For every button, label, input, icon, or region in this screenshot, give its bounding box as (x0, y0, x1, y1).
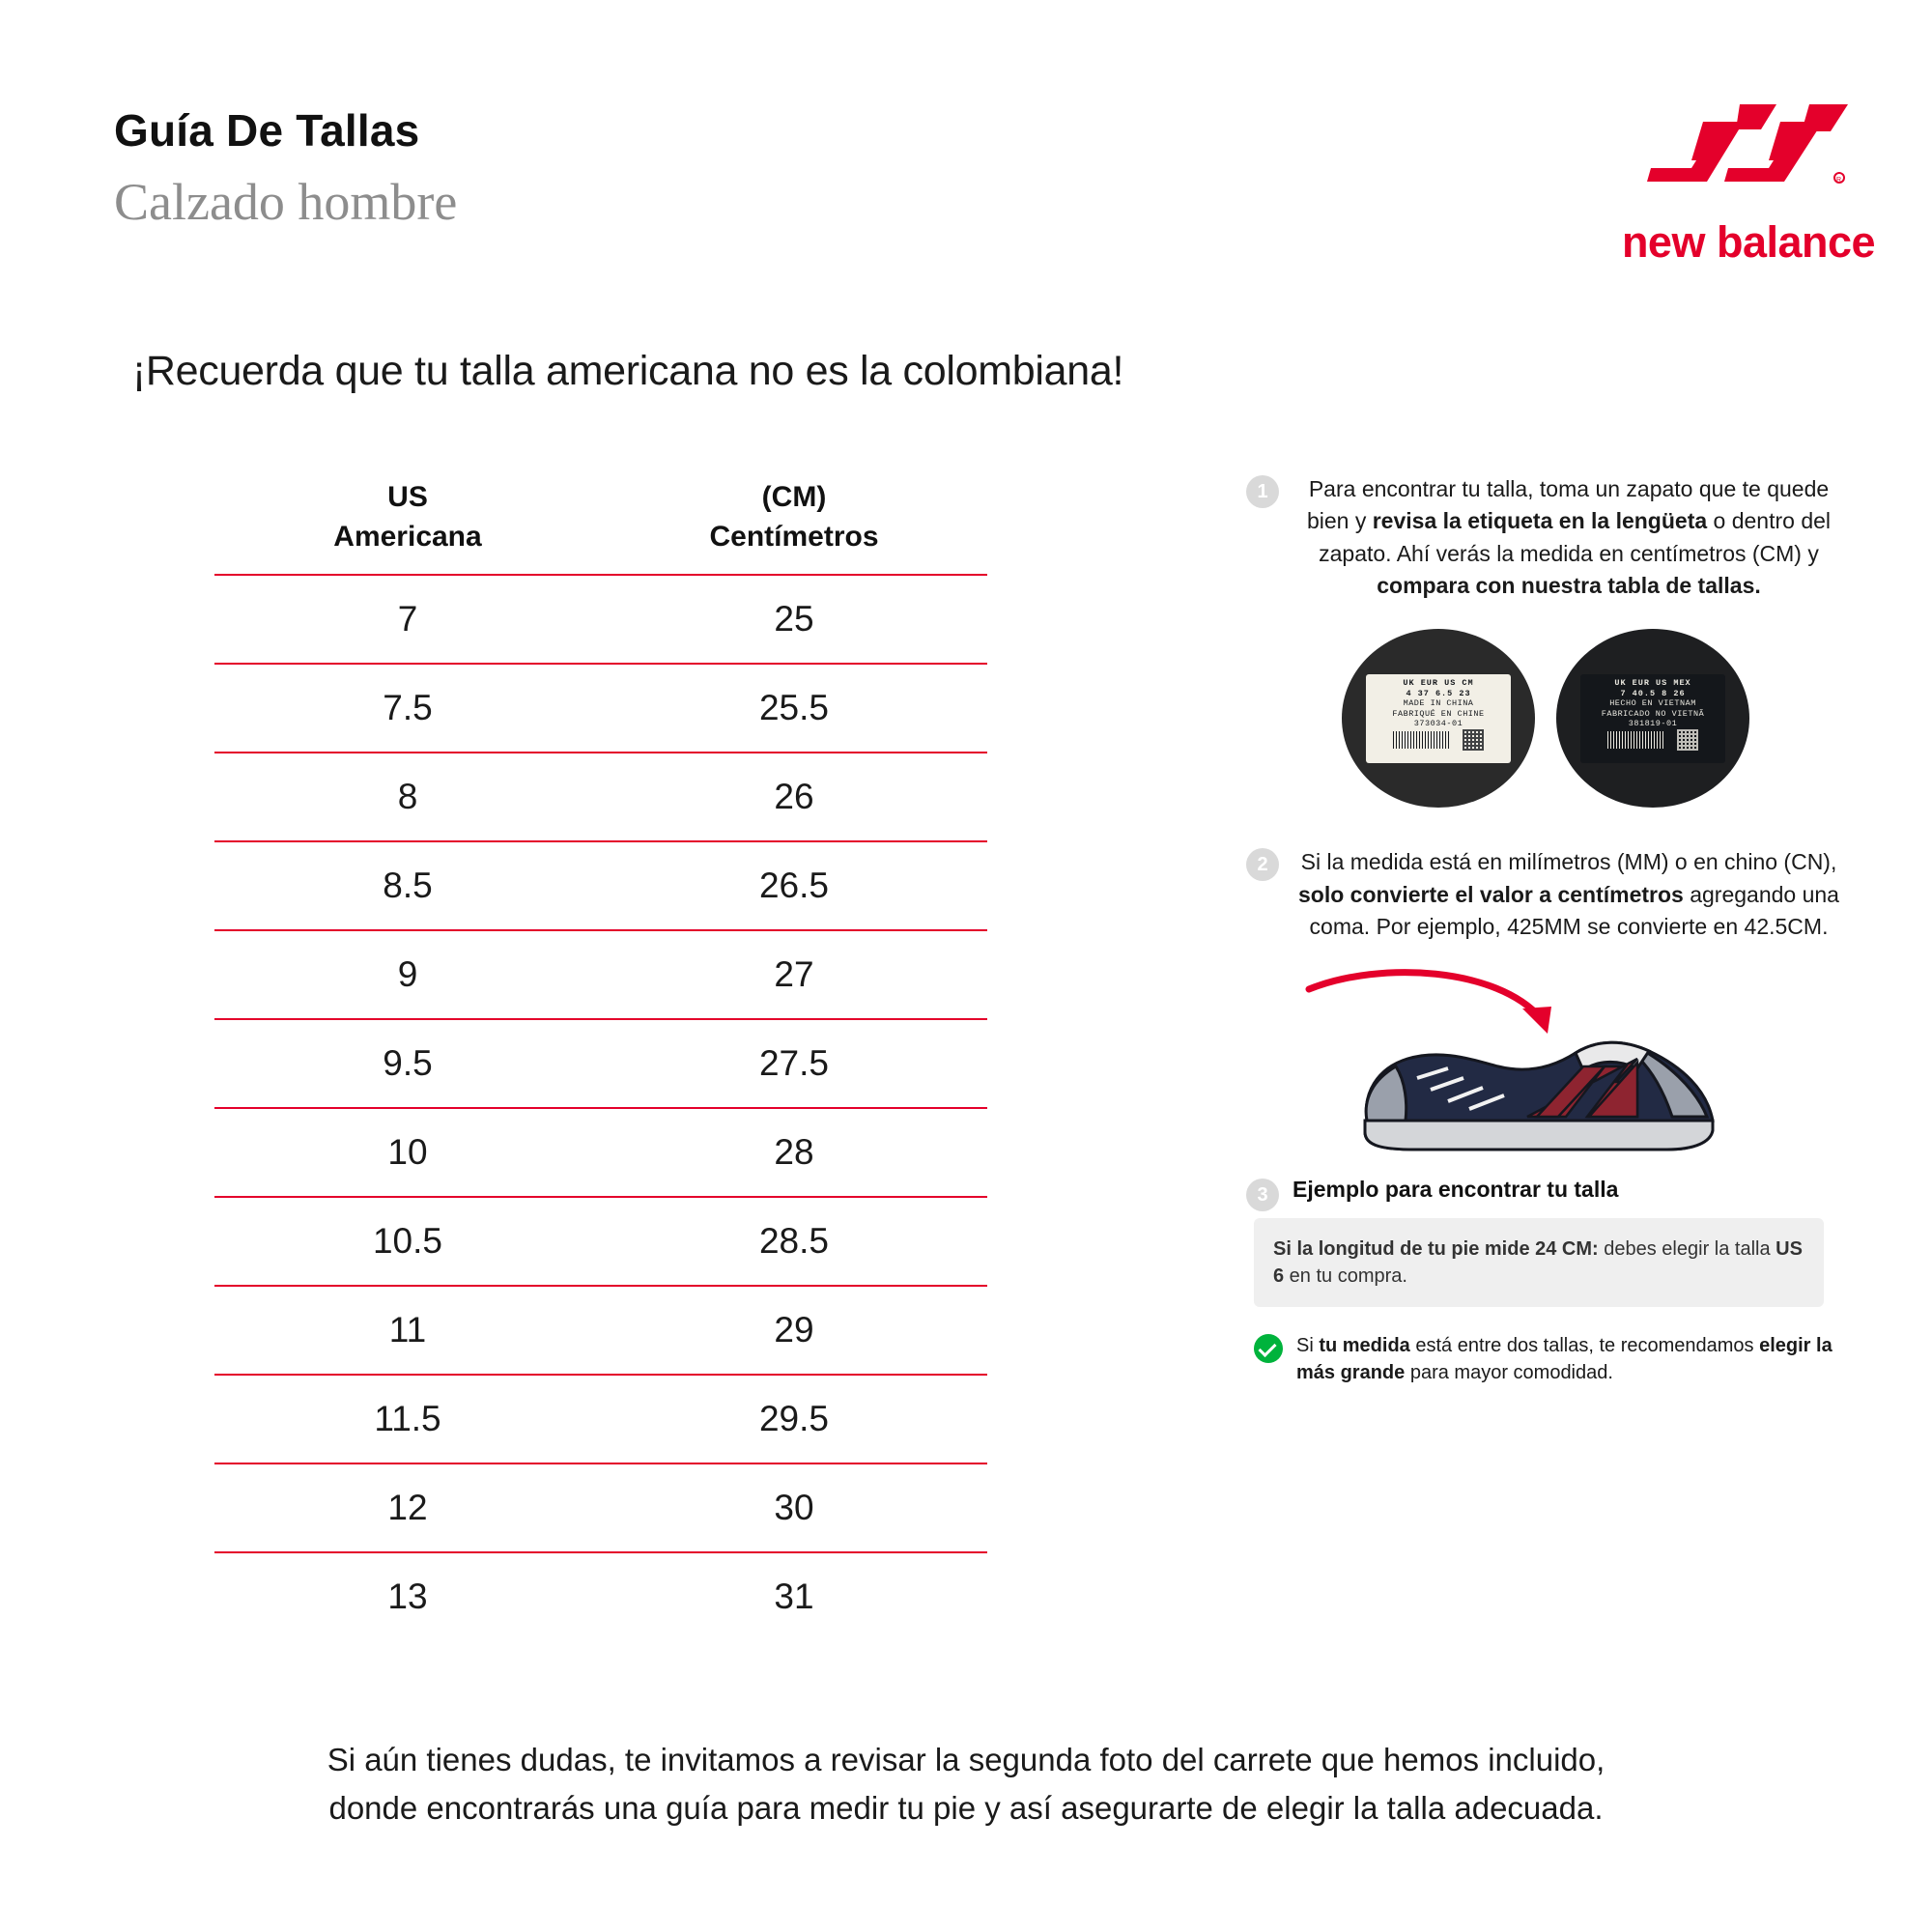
column-header-us-line1: US (387, 481, 428, 513)
label-left-line3: MADE IN CHINA (1403, 698, 1474, 709)
example-bold1: Si la longitud de tu pie mide 24 CM: (1273, 1238, 1599, 1261)
step-2-text-part1: Si la medida está en milímetros (MM) o en chino (CN), (1300, 849, 1837, 875)
qr-code-icon (1463, 729, 1484, 751)
cell-cm: 30 (601, 1463, 987, 1552)
label-left-headers: UK EUR US CM (1403, 677, 1474, 688)
svg-text:R: R (1836, 177, 1842, 184)
tip-row (1254, 1332, 1833, 1386)
instructions-column (1246, 473, 1845, 1386)
table-row (214, 1197, 987, 1286)
new-balance-nb-icon (1647, 104, 1850, 209)
column-header-cm (601, 478, 987, 575)
size-table (214, 478, 987, 1640)
column-header-cm-line1: (CM) (761, 481, 827, 513)
cell-cm: 26 (601, 753, 987, 841)
tip-bold1: tu medida (1319, 1335, 1410, 1357)
footer-line-2: donde encontrarás una guía para medir tu pie y así asegurarte de elegir la talla adecuada. (328, 1789, 1604, 1826)
label-left-code: 373034-01 (1413, 719, 1463, 729)
table-row (214, 575, 987, 664)
tip-text1: Si (1296, 1335, 1320, 1357)
step-1-bold2: compara con nuestra tabla de tallas. (1377, 573, 1761, 599)
shoe-label-photo-left (1342, 629, 1535, 808)
cell-us: 10.5 (214, 1197, 601, 1286)
step-3 (1246, 1177, 1845, 1207)
shoe-label-photos (1246, 629, 1845, 808)
example-bold2: US 6 (1273, 1238, 1803, 1288)
cell-cm: 25.5 (601, 664, 987, 753)
headline-text: ¡Recuerda que tu talla americana no es la colombiana! (131, 348, 1124, 394)
step-2 (1246, 846, 1845, 943)
step-3-title: Ejemplo para encontrar tu talla (1293, 1177, 1619, 1203)
table-row (214, 1286, 987, 1375)
table-row (214, 1552, 987, 1640)
table-row (214, 1463, 987, 1552)
shoe-label-tag-left (1366, 674, 1511, 763)
step-1 (1246, 473, 1845, 602)
cell-cm: 25 (601, 575, 987, 664)
cell-cm: 28.5 (601, 1197, 987, 1286)
tip-text3: para mayor comodidad. (1405, 1362, 1613, 1384)
step-2-bold1: solo convierte el valor a centímetros (1298, 881, 1684, 907)
label-right-line3: HECHO EN VIETNAM (1609, 698, 1696, 709)
label-right-code: 381819-01 (1628, 719, 1678, 729)
step-1-number: 1 (1246, 475, 1279, 508)
page-title: Guía De Tallas (114, 105, 420, 156)
tip-text (1296, 1332, 1833, 1386)
table-header-row (214, 478, 987, 575)
cell-cm: 27 (601, 930, 987, 1019)
shoe-label-tag-right (1580, 674, 1725, 763)
cell-us: 9 (214, 930, 601, 1019)
column-header-us (214, 478, 601, 575)
page-header (114, 106, 1818, 280)
table-row (214, 841, 987, 930)
footer-note (126, 1736, 1806, 1832)
page-subtitle: Calzado hombre (114, 172, 458, 231)
step-1-bold1: revisa la etiqueta en la lengüeta (1372, 508, 1708, 534)
cell-cm: 27.5 (601, 1019, 987, 1108)
barcode-icon (1607, 731, 1665, 749)
column-header-cm-line2: Centímetros (709, 520, 879, 553)
step-2-number: 2 (1246, 848, 1279, 881)
step-1-text-part1: Para encontrar tu talla, toma un zapato que te quede bien y (1306, 476, 1830, 534)
step-2-text (1293, 846, 1845, 943)
cell-us: 7.5 (214, 664, 601, 753)
label-right-small (1585, 729, 1720, 751)
tip-text2: está entre dos tallas, te recomendamos (1409, 1335, 1760, 1357)
column-header-us-line2: Americana (333, 520, 482, 553)
qr-code-icon (1677, 729, 1698, 751)
label-right-line4: FABRICADO NO VIETNÃ (1601, 708, 1705, 719)
brand-logo (1565, 104, 1932, 267)
table-row (214, 753, 987, 841)
label-left-values: 4 37 6.5 23 (1406, 688, 1471, 698)
table-row (214, 1019, 987, 1108)
footer-line-1: Si aún tienes dudas, te invitamos a revisar la segunda foto del carrete que hemos incluido, (327, 1742, 1605, 1777)
cell-us: 8.5 (214, 841, 601, 930)
table-row (214, 664, 987, 753)
table-row (214, 1375, 987, 1463)
cell-us: 11 (214, 1286, 601, 1375)
cell-us: 7 (214, 575, 601, 664)
label-left-line4: FABRIQUÉ EN CHINE (1392, 708, 1485, 719)
check-circle-icon (1254, 1334, 1283, 1363)
sneaker-icon (1348, 1024, 1734, 1159)
tip-bold2: elegir la más grande (1296, 1335, 1833, 1384)
cell-us: 13 (214, 1552, 601, 1640)
cell-us: 9.5 (214, 1019, 601, 1108)
example-text2: en tu compra. (1284, 1265, 1407, 1288)
cell-cm: 31 (601, 1552, 987, 1640)
brand-wordmark: new balance (1621, 217, 1876, 267)
label-right-headers: UK EUR US MEX (1614, 677, 1691, 688)
cell-cm: 26.5 (601, 841, 987, 930)
table-row (214, 1108, 987, 1197)
cell-cm: 29 (601, 1286, 987, 1375)
cell-cm: 29.5 (601, 1375, 987, 1463)
label-right-values: 7 40.5 8 26 (1620, 688, 1686, 698)
cell-us: 11.5 (214, 1375, 601, 1463)
step-2-text-part2: agregando una coma. Por ejemplo, 425MM se convierte en 42.5CM. (1309, 881, 1839, 940)
cell-us: 8 (214, 753, 601, 841)
example-text1: debes elegir la talla (1598, 1238, 1776, 1261)
table-row (214, 930, 987, 1019)
cell-us: 12 (214, 1463, 601, 1552)
size-table-block (214, 478, 987, 1640)
barcode-icon (1393, 731, 1451, 749)
example-box (1254, 1218, 1824, 1307)
step-1-text (1293, 473, 1845, 602)
step-3-number: 3 (1246, 1179, 1279, 1211)
label-left-small (1371, 729, 1506, 751)
cell-cm: 28 (601, 1108, 987, 1197)
shoe-illustration (1246, 968, 1845, 1171)
cell-us: 10 (214, 1108, 601, 1197)
step-1-text-part2: o dentro del zapato. Ahí verás la medida en centímetros (CM) y (1319, 508, 1832, 566)
shoe-label-photo-right (1556, 629, 1749, 808)
